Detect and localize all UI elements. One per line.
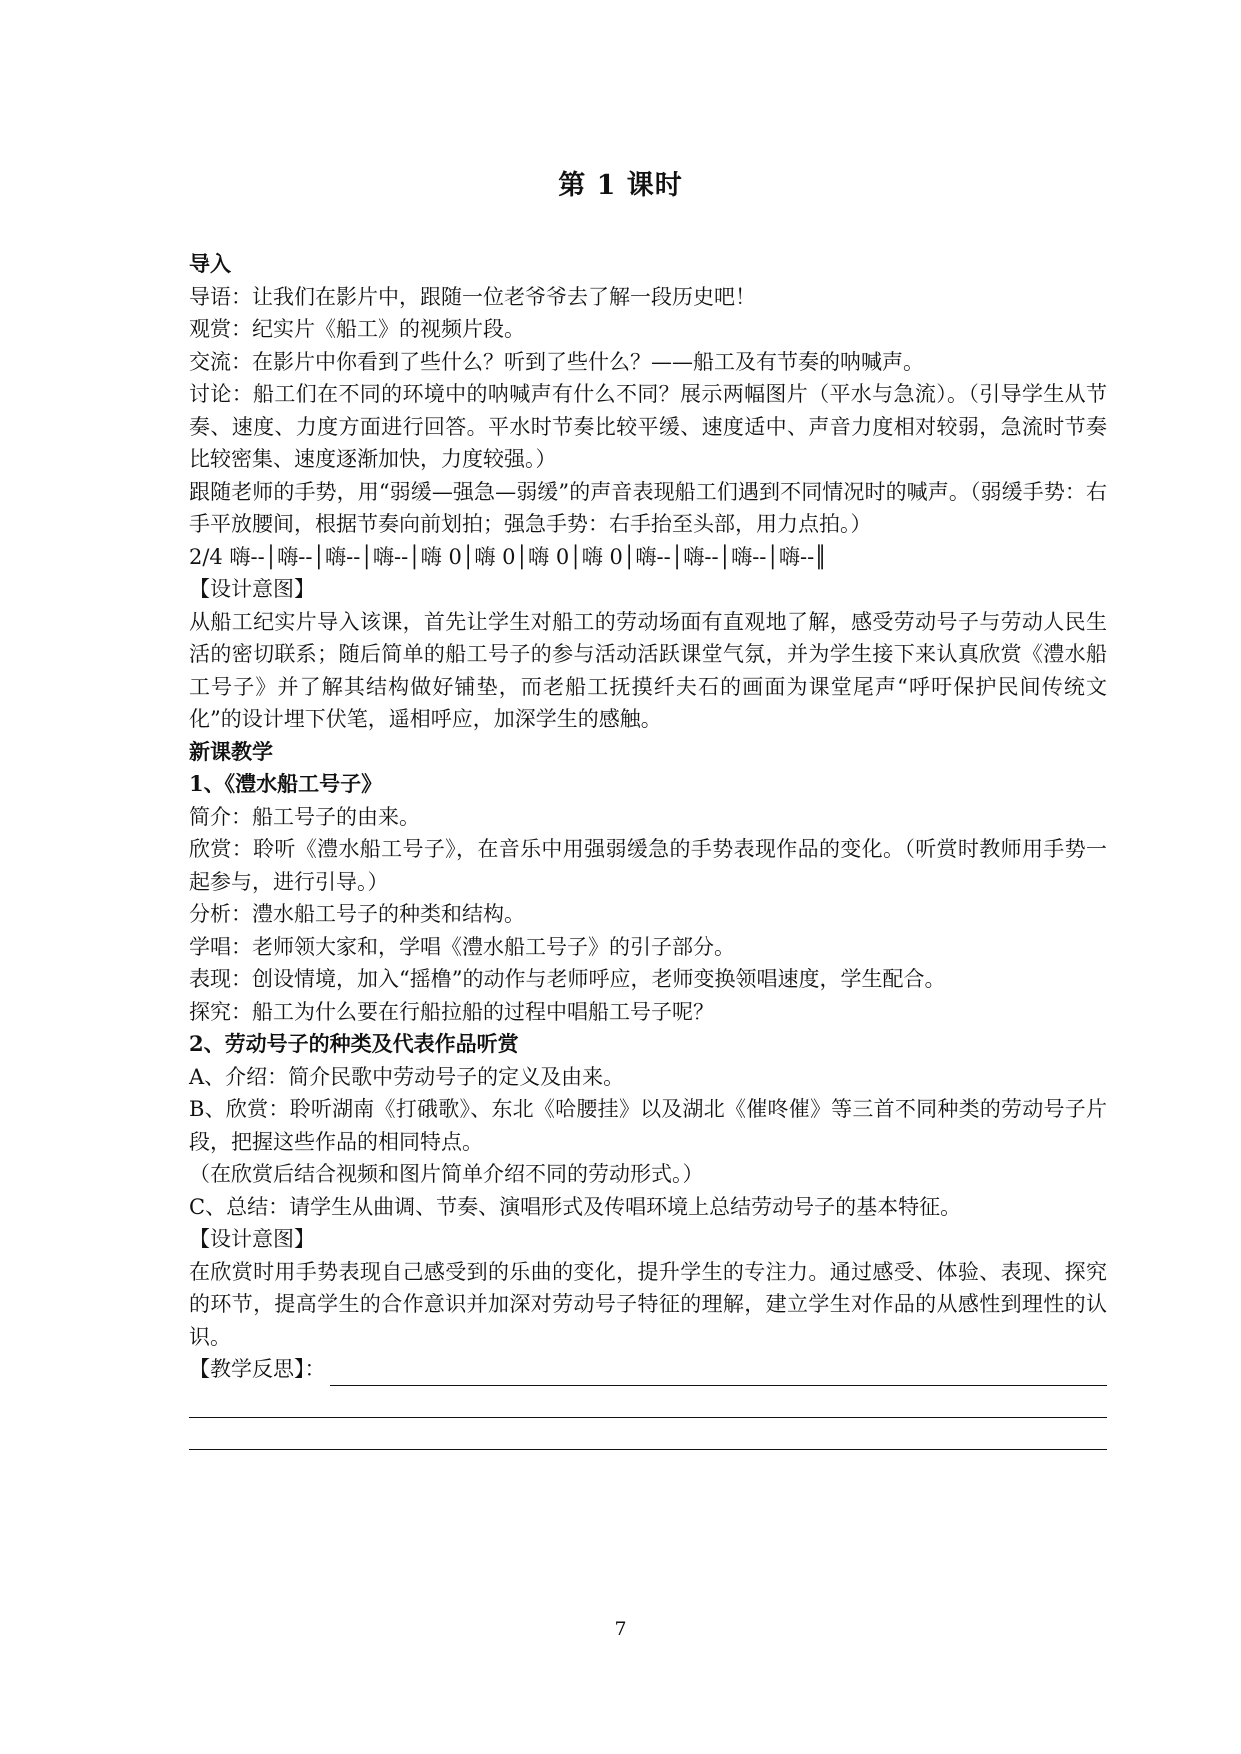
reflection-row	[189, 1353, 1107, 1386]
section-heading: 1、《澧水船工号子》	[189, 771, 383, 796]
paragraph: 观赏：纪实片《船工》的视频片段。	[189, 317, 525, 341]
paragraph-list	[189, 248, 1107, 1353]
paragraph: 在欣赏时用手势表现自己感受到的乐曲的变化，提升学生的专注力。通过感受、体验、表现、探究的环节，提高学生的合作意识并加深对劳动号子特征的理解，建立学生对作品的从感性到理性的认识。	[189, 1259, 1107, 1349]
paragraph: 欣赏：聆听《澧水船工号子》，在音乐中用强弱缓急的手势表现作品的变化。（听赏时教师用手势一起参与，进行引导。）	[189, 837, 1107, 894]
paragraph: 【设计意图】	[189, 577, 315, 601]
paragraph: C、总结：请学生从曲调、节奏、演唱形式及传唱环境上总结劳动号子的基本特征。	[189, 1194, 962, 1219]
paragraph: 导语：让我们在影片中，跟随一位老爷爷去了解一段历史吧！	[189, 284, 756, 309]
lesson-content	[189, 248, 1107, 1450]
rhythm-notation: 2/4 嗨--│嗨--│嗨--│嗨--│嗨 0│嗨 0│嗨 0│嗨 0│嗨--│嗨--│嗨--│嗨--║	[189, 544, 827, 569]
paragraph: 交流：在影片中你看到了些什么？听到了些什么？——船工及有节奏的呐喊声。	[189, 349, 924, 374]
paragraph: 跟随老师的手势，用“弱缓—强急—弱缓”的声音表现船工们遇到不同情况时的喊声。（弱缓手势：右手平放腰间，根据节奏向前划拍；强急手势：右手抬至头部，用力点拍。）	[189, 479, 1107, 536]
paragraph: 【设计意图】	[189, 1227, 315, 1251]
paragraph: （在欣赏后结合视频和图片简单介绍不同的劳动形式。）	[189, 1162, 704, 1186]
paragraph: 从船工纪实片导入该课，首先让学生对船工的劳动场面有直观地了解，感受劳动号子与劳动人民生活的密切联系；随后简单的船工号子的参与活动活跃课堂气氛，并为学生接下来认真欣赏《澧水船工号子》并了解其结构做好铺垫，而老船工抚摸纤夫石的画面为课堂尾声“呼吁保护民间传统文化”的设计埋下伏笔，遥相呼应，加深学生的感触。	[189, 609, 1107, 731]
paragraph: 表现：创设情境，加入“摇橹”的动作与老师呼应，老师变换领唱速度，学生配合。	[189, 967, 946, 991]
paragraph: B、欣赏：聆听湖南《打硪歌》、东北《哈腰挂》以及湖北《催咚催》等三首不同种类的劳动号子片段，把握这些作品的相同特点。	[189, 1097, 1107, 1154]
section-heading: 2、劳动号子的种类及代表作品听赏	[189, 1031, 519, 1056]
paragraph: 分析：澧水船工号子的种类和结构。	[189, 902, 525, 926]
paragraph: 简介：船工号子的由来。	[189, 804, 420, 829]
reflection-label: 【教学反思】：	[189, 1357, 326, 1381]
paragraph: 探究：船工为什么要在行船拉船的过程中唱船工号子呢？	[189, 999, 714, 1024]
lesson-title: 第 1 课时	[558, 170, 683, 201]
blank-line	[189, 1386, 1107, 1418]
paragraph: A、介绍：简介民歌中劳动号子的定义及由来。	[189, 1064, 625, 1089]
paragraph: 学唱：老师领大家和，学唱《澧水船工号子》的引子部分。	[189, 934, 735, 959]
page-number: 7	[614, 1618, 627, 1640]
reflection-line	[330, 1359, 1108, 1386]
section-heading: 导入	[189, 251, 231, 276]
paragraph: 讨论：船工们在不同的环境中的呐喊声有什么不同？展示两幅图片（平水与急流）。（引导学生从节奏、速度、力度方面进行回答。平水时节奏比较平缓、速度适中、声音力度相对较弱，急流时节奏比较密集、速度逐渐加快，力度较强。）	[189, 382, 1107, 471]
blank-line	[189, 1418, 1107, 1450]
section-heading: 新课教学	[189, 738, 273, 764]
